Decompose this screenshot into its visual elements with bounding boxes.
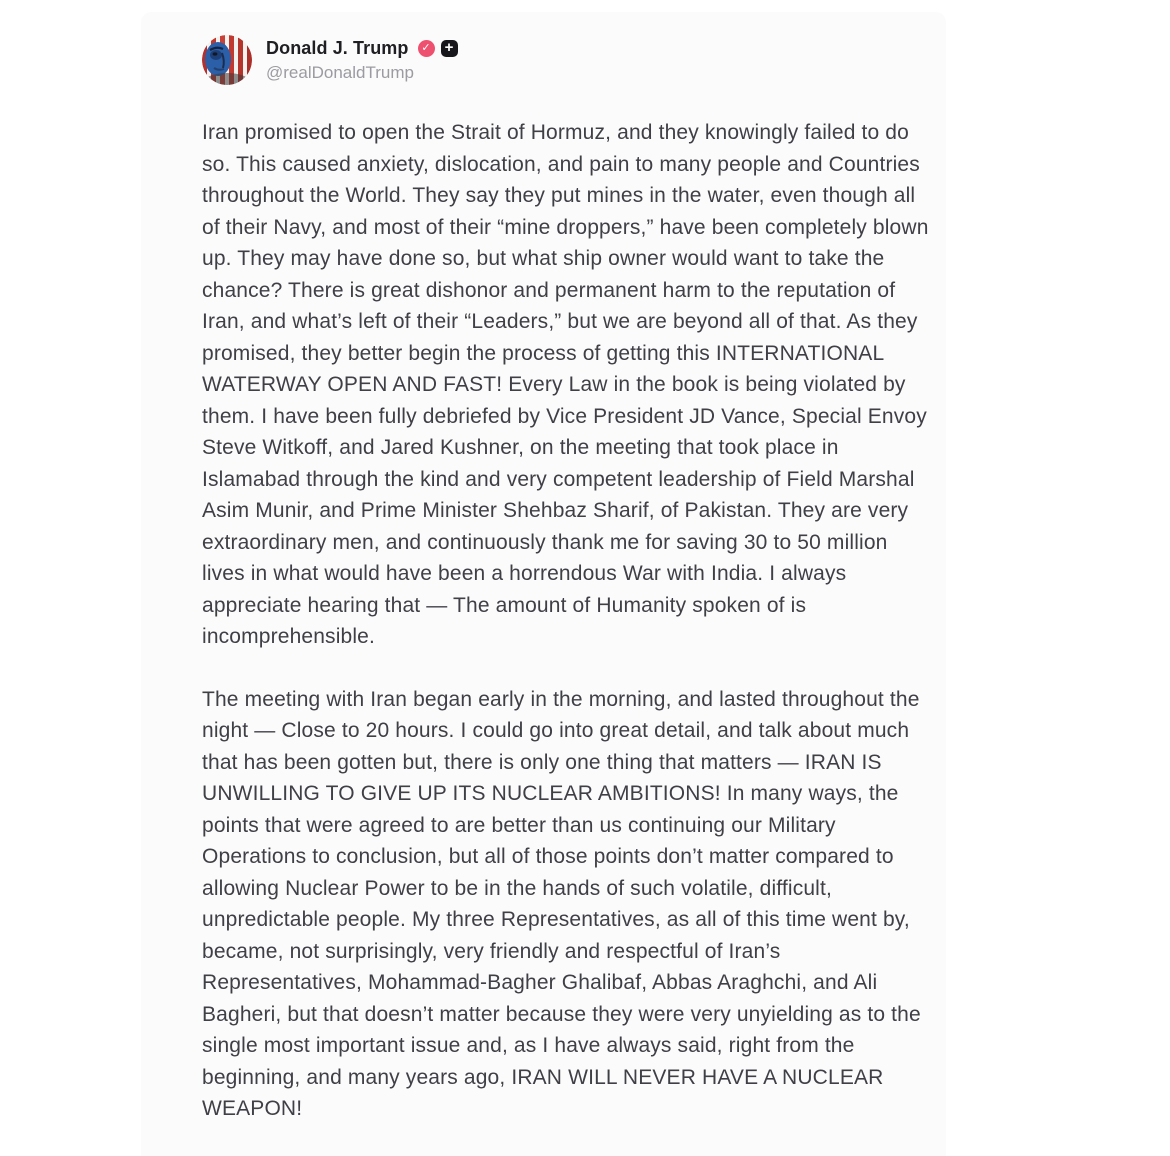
author-handle[interactable]: @realDonaldTrump: [266, 62, 414, 82]
post-card: [141, 12, 946, 1156]
post-header: [202, 35, 946, 85]
author-name-row: [266, 38, 458, 59]
verified-icon: ✓: [418, 40, 435, 57]
author-display-name[interactable]: Donald J. Trump: [266, 37, 409, 58]
post-paragraph: Iran promised to open the Strait of Hormuz, and they knowingly failed to do so. This caused anxiety, dislocation, and pain to many people and Countries throughout the World. They say they put mines in the water, even though all of their Navy, and most of their “mine droppers,” have been completely blown up. They may have done so, but what ship owner would want to take the chance? There is great dishonor and permanent harm to the reputation of Iran, and what’s left of their “Leaders,” but we are beyond all of that. As they promised, they better begin the process of getting this INTERNATIONAL WATERWAY OPEN AND FAST! Every Law in the book is being violated by them. I have been fully debriefed by Vice President JD Vance, Special Envoy Steve Witkoff, and Jared Kushner, on the meeting that took place in Islamabad through the kind and very competent leadership of Field Marshal Asim Munir, and Prime Minister Shehbaz Sharif, of Pakistan. They are very extraordinary men, and continuously thank me for saving 30 to 50 million lives in what would have been a horrendous War with India. I always appreciate hearing that — The amount of Humanity spoken of is incomprehensible.: [202, 121, 929, 648]
post-paragraph: The meeting with Iran began early in the morning, and lasted throughout the night — Close to 20 hours. I could go into great detail, and talk about much that has been gotten but, there is only one thing that matters — IRAN IS UNWILLING TO GIVE UP ITS NUCLEAR AMBITIONS! In many ways, the points that were agreed to are better than us continuing our Military Operations to conclusion, but all of those points don’t matter compared to allowing Nuclear Power to be in the hands of such volatile, difficult, unpredictable people. My three Representatives, as all of this time went by, became, not surprisingly, very friendly and respectful of Iran’s Representatives, Mohammad-Bagher Ghalibaf, Abbas Araghchi, and Ali Bagheri, but that doesn’t matter because they were very unyielding as to the single most important issue and, as I have always said, right from the beginning, and many years ago, IRAN WILL NEVER HAVE A NUCLEAR WEAPON!: [202, 687, 921, 1120]
american-flag-face-avatar-image: [202, 35, 252, 85]
author-avatar[interactable]: [202, 35, 252, 85]
plus-badge-icon: +: [441, 40, 458, 57]
author-block: [266, 38, 458, 83]
post-body-text: [202, 117, 932, 1125]
